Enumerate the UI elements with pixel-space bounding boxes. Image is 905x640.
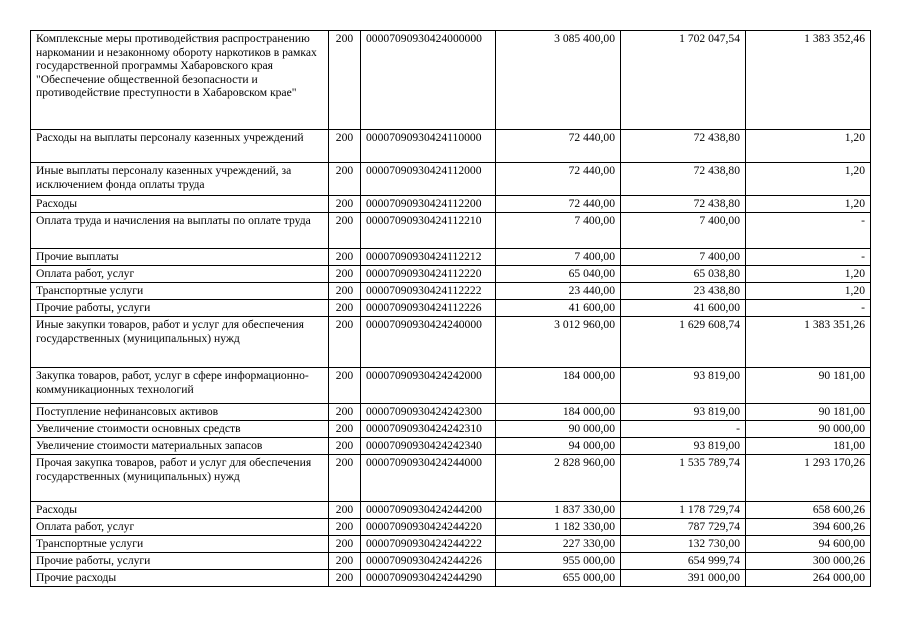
row-name: Оплата труда и начисления на выплаты по оплате труда (31, 213, 329, 249)
row-budget-code: 00007090930424112226 (361, 300, 496, 317)
row-line-code: 200 (329, 519, 361, 536)
row-budget-code: 00007090930424112212 (361, 249, 496, 266)
row-line-code: 200 (329, 31, 361, 130)
table-row (31, 368, 871, 404)
row-name: Комплексные меры противодействия распространению наркомании и незаконному обороту наркотиков в рамках государственной программы Хабаровского края "Обеспечение общественной безопасности и противодействие преступности в Хабаровском крае" (31, 31, 329, 130)
row-name: Поступление нефинансовых активов (31, 404, 329, 421)
row-line-code: 200 (329, 438, 361, 455)
row-name: Прочие выплаты (31, 249, 329, 266)
row-executed: 1 629 608,74 (621, 317, 746, 368)
row-name: Прочая закупка товаров, работ и услуг для обеспечения государственных (муниципальных) нужд (31, 455, 329, 502)
row-remaining: 1,20 (746, 196, 871, 213)
row-remaining: 1 383 351,26 (746, 317, 871, 368)
row-executed: 65 038,80 (621, 266, 746, 283)
row-executed: 7 400,00 (621, 213, 746, 249)
row-approved: 90 000,00 (496, 421, 621, 438)
row-remaining: 1 293 170,26 (746, 455, 871, 502)
row-line-code: 200 (329, 213, 361, 249)
budget-execution-table (30, 30, 871, 587)
row-line-code: 200 (329, 421, 361, 438)
row-name: Увеличение стоимости основных средств (31, 421, 329, 438)
row-budget-code: 00007090930424242000 (361, 368, 496, 404)
table-row (31, 404, 871, 421)
row-line-code: 200 (329, 536, 361, 553)
row-approved: 227 330,00 (496, 536, 621, 553)
row-budget-code: 00007090930424240000 (361, 317, 496, 368)
row-executed: 787 729,74 (621, 519, 746, 536)
table-row (31, 519, 871, 536)
row-remaining: 264 000,00 (746, 570, 871, 587)
row-budget-code: 00007090930424244200 (361, 502, 496, 519)
row-approved: 7 400,00 (496, 249, 621, 266)
row-executed: 93 819,00 (621, 438, 746, 455)
row-approved: 2 828 960,00 (496, 455, 621, 502)
table-row (31, 502, 871, 519)
row-executed: 93 819,00 (621, 368, 746, 404)
row-remaining: 658 600,26 (746, 502, 871, 519)
row-line-code: 200 (329, 404, 361, 421)
row-name: Расходы на выплаты персоналу казенных учреждений (31, 130, 329, 163)
table-row (31, 421, 871, 438)
row-name: Иные закупки товаров, работ и услуг для обеспечения государственных (муниципальных) нужд (31, 317, 329, 368)
row-name: Прочие работы, услуги (31, 553, 329, 570)
row-executed: 93 819,00 (621, 404, 746, 421)
row-remaining: - (746, 300, 871, 317)
row-budget-code: 00007090930424110000 (361, 130, 496, 163)
row-executed: 132 730,00 (621, 536, 746, 553)
row-line-code: 200 (329, 317, 361, 368)
row-executed: 23 438,80 (621, 283, 746, 300)
row-executed: 1 535 789,74 (621, 455, 746, 502)
table-row (31, 130, 871, 163)
row-name: Расходы (31, 196, 329, 213)
row-approved: 41 600,00 (496, 300, 621, 317)
table-row (31, 196, 871, 213)
row-name: Увеличение стоимости материальных запасов (31, 438, 329, 455)
table-row (31, 438, 871, 455)
row-approved: 655 000,00 (496, 570, 621, 587)
row-budget-code: 00007090930424112210 (361, 213, 496, 249)
row-remaining: 1,20 (746, 163, 871, 196)
row-line-code: 200 (329, 163, 361, 196)
row-line-code: 200 (329, 130, 361, 163)
row-budget-code: 00007090930424112200 (361, 196, 496, 213)
row-remaining: 1,20 (746, 283, 871, 300)
row-approved: 184 000,00 (496, 368, 621, 404)
row-executed: 391 000,00 (621, 570, 746, 587)
table-row (31, 31, 871, 130)
table-row (31, 249, 871, 266)
row-approved: 955 000,00 (496, 553, 621, 570)
row-name: Прочие работы, услуги (31, 300, 329, 317)
row-name: Расходы (31, 502, 329, 519)
row-budget-code: 00007090930424112000 (361, 163, 496, 196)
row-budget-code: 00007090930424244226 (361, 553, 496, 570)
row-remaining: 394 600,26 (746, 519, 871, 536)
row-line-code: 200 (329, 283, 361, 300)
row-executed: 7 400,00 (621, 249, 746, 266)
row-approved: 184 000,00 (496, 404, 621, 421)
row-line-code: 200 (329, 502, 361, 519)
row-name: Оплата работ, услуг (31, 266, 329, 283)
row-remaining: 90 000,00 (746, 421, 871, 438)
row-executed: 654 999,74 (621, 553, 746, 570)
row-remaining: 1,20 (746, 130, 871, 163)
row-budget-code: 00007090930424000000 (361, 31, 496, 130)
row-remaining: 90 181,00 (746, 368, 871, 404)
row-name: Транспортные услуги (31, 283, 329, 300)
table-row (31, 163, 871, 196)
row-line-code: 200 (329, 553, 361, 570)
row-executed: 1 178 729,74 (621, 502, 746, 519)
row-remaining: - (746, 213, 871, 249)
row-name: Оплата работ, услуг (31, 519, 329, 536)
row-remaining: 94 600,00 (746, 536, 871, 553)
table-row (31, 317, 871, 368)
table-row (31, 300, 871, 317)
table-row (31, 536, 871, 553)
row-executed: 72 438,80 (621, 130, 746, 163)
row-line-code: 200 (329, 300, 361, 317)
row-remaining: - (746, 249, 871, 266)
row-name: Прочие расходы (31, 570, 329, 587)
table-row (31, 283, 871, 300)
table-row (31, 570, 871, 587)
row-approved: 72 440,00 (496, 163, 621, 196)
row-budget-code: 00007090930424112222 (361, 283, 496, 300)
table-row (31, 553, 871, 570)
table-row (31, 213, 871, 249)
row-line-code: 200 (329, 570, 361, 587)
row-line-code: 200 (329, 196, 361, 213)
row-budget-code: 00007090930424242300 (361, 404, 496, 421)
row-approved: 94 000,00 (496, 438, 621, 455)
row-executed: 1 702 047,54 (621, 31, 746, 130)
table-row (31, 266, 871, 283)
row-name: Закупка товаров, работ, услуг в сфере информационно-коммуникационных технологий (31, 368, 329, 404)
row-remaining: 181,00 (746, 438, 871, 455)
row-line-code: 200 (329, 249, 361, 266)
row-approved: 3 012 960,00 (496, 317, 621, 368)
row-remaining: 1,20 (746, 266, 871, 283)
row-remaining: 300 000,26 (746, 553, 871, 570)
row-remaining: 90 181,00 (746, 404, 871, 421)
row-budget-code: 00007090930424244290 (361, 570, 496, 587)
row-executed: 72 438,80 (621, 163, 746, 196)
row-name: Транспортные услуги (31, 536, 329, 553)
row-approved: 1 837 330,00 (496, 502, 621, 519)
row-approved: 65 040,00 (496, 266, 621, 283)
row-name: Иные выплаты персоналу казенных учреждений, за исключением фонда оплаты труда (31, 163, 329, 196)
row-budget-code: 00007090930424112220 (361, 266, 496, 283)
row-approved: 23 440,00 (496, 283, 621, 300)
row-approved: 72 440,00 (496, 130, 621, 163)
table-row (31, 455, 871, 502)
row-budget-code: 00007090930424242340 (361, 438, 496, 455)
row-approved: 1 182 330,00 (496, 519, 621, 536)
row-remaining: 1 383 352,46 (746, 31, 871, 130)
row-budget-code: 00007090930424244220 (361, 519, 496, 536)
row-budget-code: 00007090930424244000 (361, 455, 496, 502)
row-executed: 72 438,80 (621, 196, 746, 213)
row-executed: - (621, 421, 746, 438)
row-approved: 7 400,00 (496, 213, 621, 249)
row-line-code: 200 (329, 455, 361, 502)
row-budget-code: 00007090930424244222 (361, 536, 496, 553)
row-approved: 72 440,00 (496, 196, 621, 213)
row-line-code: 200 (329, 368, 361, 404)
row-line-code: 200 (329, 266, 361, 283)
row-executed: 41 600,00 (621, 300, 746, 317)
row-approved: 3 085 400,00 (496, 31, 621, 130)
row-budget-code: 00007090930424242310 (361, 421, 496, 438)
